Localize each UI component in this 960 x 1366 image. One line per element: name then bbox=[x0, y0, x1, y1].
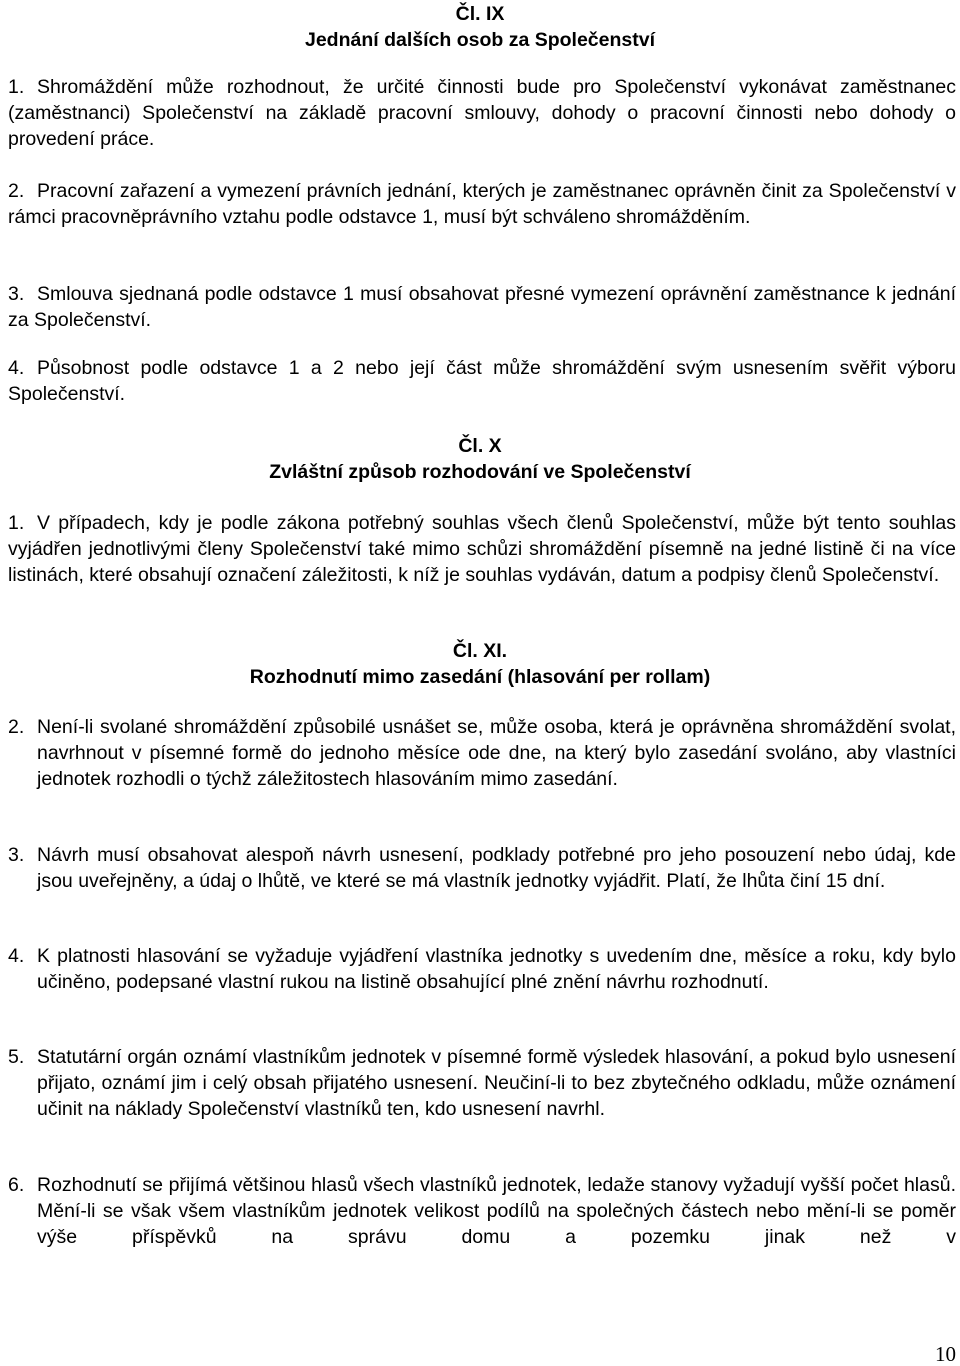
article-number: Čl. X bbox=[458, 435, 502, 457]
paragraph-text: Rozhodnutí se přijímá většinou hlasů všech vlastníků jednotek, ledaže stanovy vyžadují vyšší počet hlasů. Mění-li se však všem vlastníkům jednotek velikost podílů na společných částech nebo mění-li se poměr výše příspěvků na správu domu a pozemku jinak než v bbox=[37, 1174, 956, 1248]
paragraph bbox=[8, 510, 956, 588]
paragraph-number: 4. bbox=[8, 945, 25, 967]
paragraph bbox=[8, 714, 956, 792]
paragraph bbox=[8, 943, 956, 995]
paragraph-number: 3. bbox=[8, 844, 25, 866]
paragraph-number: 2. bbox=[8, 716, 25, 738]
paragraph-number: 6. bbox=[8, 1174, 25, 1196]
article-title: Rozhodnutí mimo zasedání (hlasování per rollam) bbox=[249, 666, 711, 688]
section-heading-x bbox=[0, 433, 960, 485]
paragraph bbox=[8, 1044, 956, 1122]
paragraph bbox=[8, 842, 956, 894]
paragraph-text: Pracovní zařazení a vymezení právních jednání, kterých je zaměstnanec oprávněn činit za Společenství v rámci pracovněprávního vztahu podle odstavce 1, musí být schváleno shromážděním. bbox=[8, 180, 956, 228]
article-title: Jednání dalších osob za Společenství bbox=[304, 29, 656, 51]
paragraph-text: Návrh musí obsahovat alespoň návrh usnesení, podklady potřebné pro jeho posouzení nebo údaj, kde jsou uveřejněny, a údaj o lhůtě, ve které se má vlastník jednotky vyjádřit. Platí, že lhůta činí 15 dní. bbox=[37, 844, 956, 892]
paragraph-number: 1. bbox=[8, 76, 25, 98]
paragraph-text: Statutární orgán oznámí vlastníkům jednotek v písemné formě výsledek hlasování, a pokud bylo usnesení přijato, oznámí jim i celý obsah přijatého usnesení. Neučiní-li to bez zbytečného odkladu, může oznámení učinit na náklady Společenství vlastníků ten, kdo usnesení navrhl. bbox=[37, 1046, 956, 1120]
article-title: Zvláštní způsob rozhodování ve Společenství bbox=[269, 461, 691, 483]
section-heading-ix bbox=[0, 1, 960, 53]
paragraph bbox=[8, 281, 956, 333]
paragraph-text: K platnosti hlasování se vyžaduje vyjádření vlastníka jednotky s uvedením dne, měsíce a roku, kdy bylo učiněno, podepsané vlastní rukou na listině obsahující plné znění návrhu rozhodnutí. bbox=[37, 945, 956, 993]
paragraph bbox=[8, 355, 956, 407]
paragraph-text: Působnost podle odstavce 1 a 2 nebo její část může shromáždění svým usnesením svěřit výboru Společenství. bbox=[8, 357, 956, 405]
paragraph-number: 2. bbox=[8, 180, 25, 202]
paragraph-number: 3. bbox=[8, 283, 25, 305]
paragraph-number: 5. bbox=[8, 1046, 25, 1068]
paragraph-text: Shromáždění může rozhodnout, že určité činnosti bude pro Společenství vykonávat zaměstnanec (zaměstnanci) Společenství na základě pracovní smlouvy, dohody o pracovní činnosti nebo dohody o provedení práce. bbox=[8, 76, 956, 150]
article-number: Čl. XI. bbox=[452, 640, 508, 662]
paragraph-text: Smlouva sjednaná podle odstavce 1 musí obsahovat přesné vymezení oprávnění zaměstnance k jednání za Společenství. bbox=[8, 283, 956, 331]
paragraph-number: 4. bbox=[8, 357, 25, 379]
paragraph bbox=[8, 74, 956, 152]
article-number: Čl. IX bbox=[455, 3, 505, 25]
page-number: 10 bbox=[935, 1342, 956, 1366]
section-heading-xi bbox=[0, 638, 960, 690]
paragraph bbox=[8, 1172, 956, 1250]
paragraph-text: Není-li svolané shromáždění způsobilé usnášet se, může osoba, která je oprávněna shromáždění svolat, navrhnout v písemné formě do jednoho měsíce ode dne, na který bylo zasedání svoláno, aby vlastníci jednotek rozhodli o týchž záležitostech hlasováním mimo zasedání. bbox=[37, 716, 956, 790]
paragraph-number: 1. bbox=[8, 512, 25, 534]
paragraph-text: V případech, kdy je podle zákona potřebný souhlas všech členů Společenství, může být tento souhlas vyjádřen jednotlivými členy Společenství také mimo schůzi shromáždění písemně na jedné listině či na více listinách, které obsahují označení záležitosti, k níž je souhlas vydáván, datum a podpisy členů Společenství. bbox=[8, 512, 956, 586]
paragraph bbox=[8, 178, 956, 230]
